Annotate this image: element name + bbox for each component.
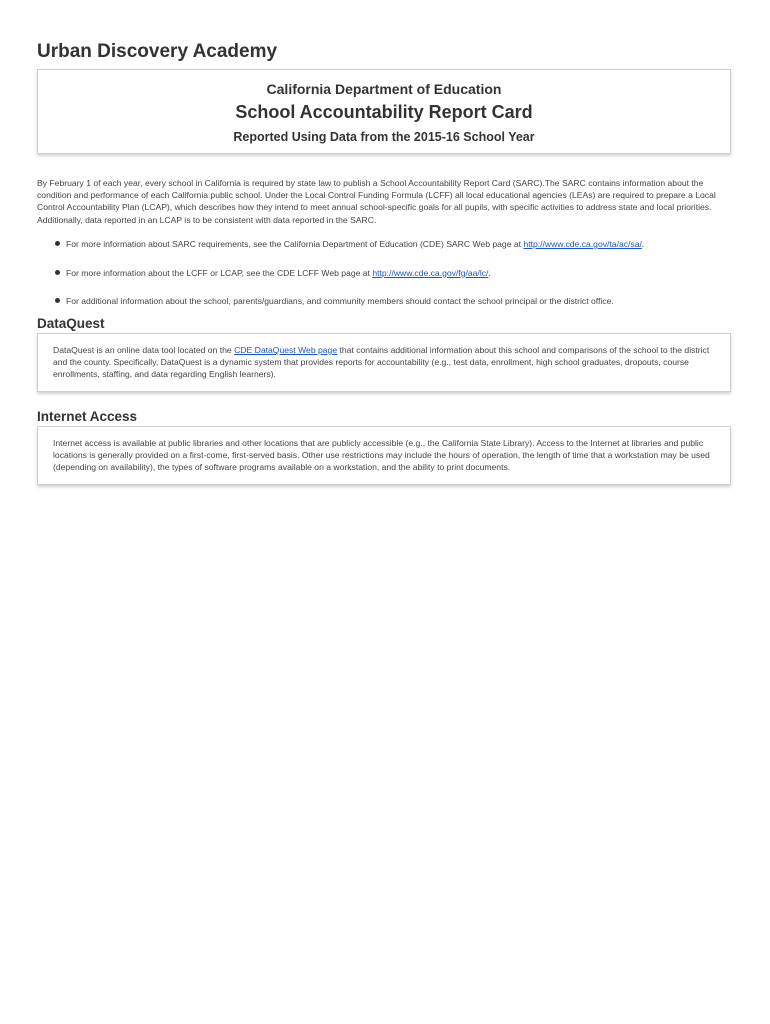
bullet-contact-info	[37, 295, 731, 324]
department-name: California Department of Education	[266, 81, 502, 97]
report-title: School Accountability Report Card	[235, 102, 533, 122]
bullet-sarc-info	[37, 238, 731, 267]
bullet-text: For more information about the LCFF or LCAP, see the CDE LCFF Web page at	[66, 267, 373, 278]
lcff-web-page-link[interactable]: http://www.cde.ca.gov/fg/aa/lc/	[372, 267, 489, 278]
report-header-box	[37, 69, 731, 154]
bullet-punct: .	[488, 267, 491, 278]
bullet-text: For additional information about the school, parents/guardians, and community members should contact the school principal or the district office.	[66, 296, 614, 306]
bullet-text: For more information about SARC requirements, see the California Department of Education (CDE) SARC Web page at	[66, 239, 524, 249]
report-subtitle: Reported Using Data from the 2015-16 School Year	[233, 130, 535, 144]
dataquest-box	[37, 333, 731, 392]
internet-access-paragraph: Internet access is available at public libraries and other locations that are publicly accessible (e.g., the California State Library). Access to the Internet at libraries and public locations is generally provided on a first-come, first-served basis. Other use restrictions may include the hours of operation, the length of time that a workstation may be used (depending on availability), the types of software programs available on a workstation, and the ability to print documents.	[53, 438, 710, 473]
internet-access-heading: Internet Access	[37, 409, 138, 424]
dataquest-heading: DataQuest	[37, 316, 105, 331]
bullet-dot-icon	[55, 270, 60, 275]
dataquest-text-before: DataQuest is an online data tool located on the	[53, 345, 235, 355]
internet-access-box	[37, 426, 731, 485]
bullet-dot-icon	[55, 241, 60, 246]
bullet-dot-icon	[55, 298, 60, 303]
dataquest-text-after: that contains additional information about this school and comparisons of the school to the district and the county. Specifically, DataQuest is a dynamic system that provides reports for accountability (e.g., test data, enrollment, high school graduates, dropouts, course enrollments, staffing, and data regarding English learners).	[53, 345, 710, 380]
cde-dataquest-link[interactable]: CDE DataQuest Web page	[234, 345, 338, 355]
school-name: Urban Discovery Academy	[37, 41, 278, 62]
sarc-web-page-link[interactable]: http://www.cde.ca.gov/ta/ac/sa/	[523, 239, 642, 249]
dataquest-paragraph	[53, 344, 716, 381]
bullet-punct: .	[641, 239, 645, 249]
info-bullet-list	[37, 238, 731, 324]
bullet-lcff-info	[37, 267, 731, 296]
intro-paragraph: By February 1 of each year, every school in California is required by state law to publish a School Accountability Report Card (SARC).The SARC contains information about the condition and performance of each California public school. Under the Local Control Funding Formula (LCFF) all local educational agencies (LEAs) are required to prepare a Local Control Accountability Plan (LCAP), which describes how they intend to meet annual school-specific goals for all pupils, with specific activities to address state and local priorities. Additionally, data reported in an LCAP is to be consistent with data reported in the SARC.	[37, 178, 716, 225]
